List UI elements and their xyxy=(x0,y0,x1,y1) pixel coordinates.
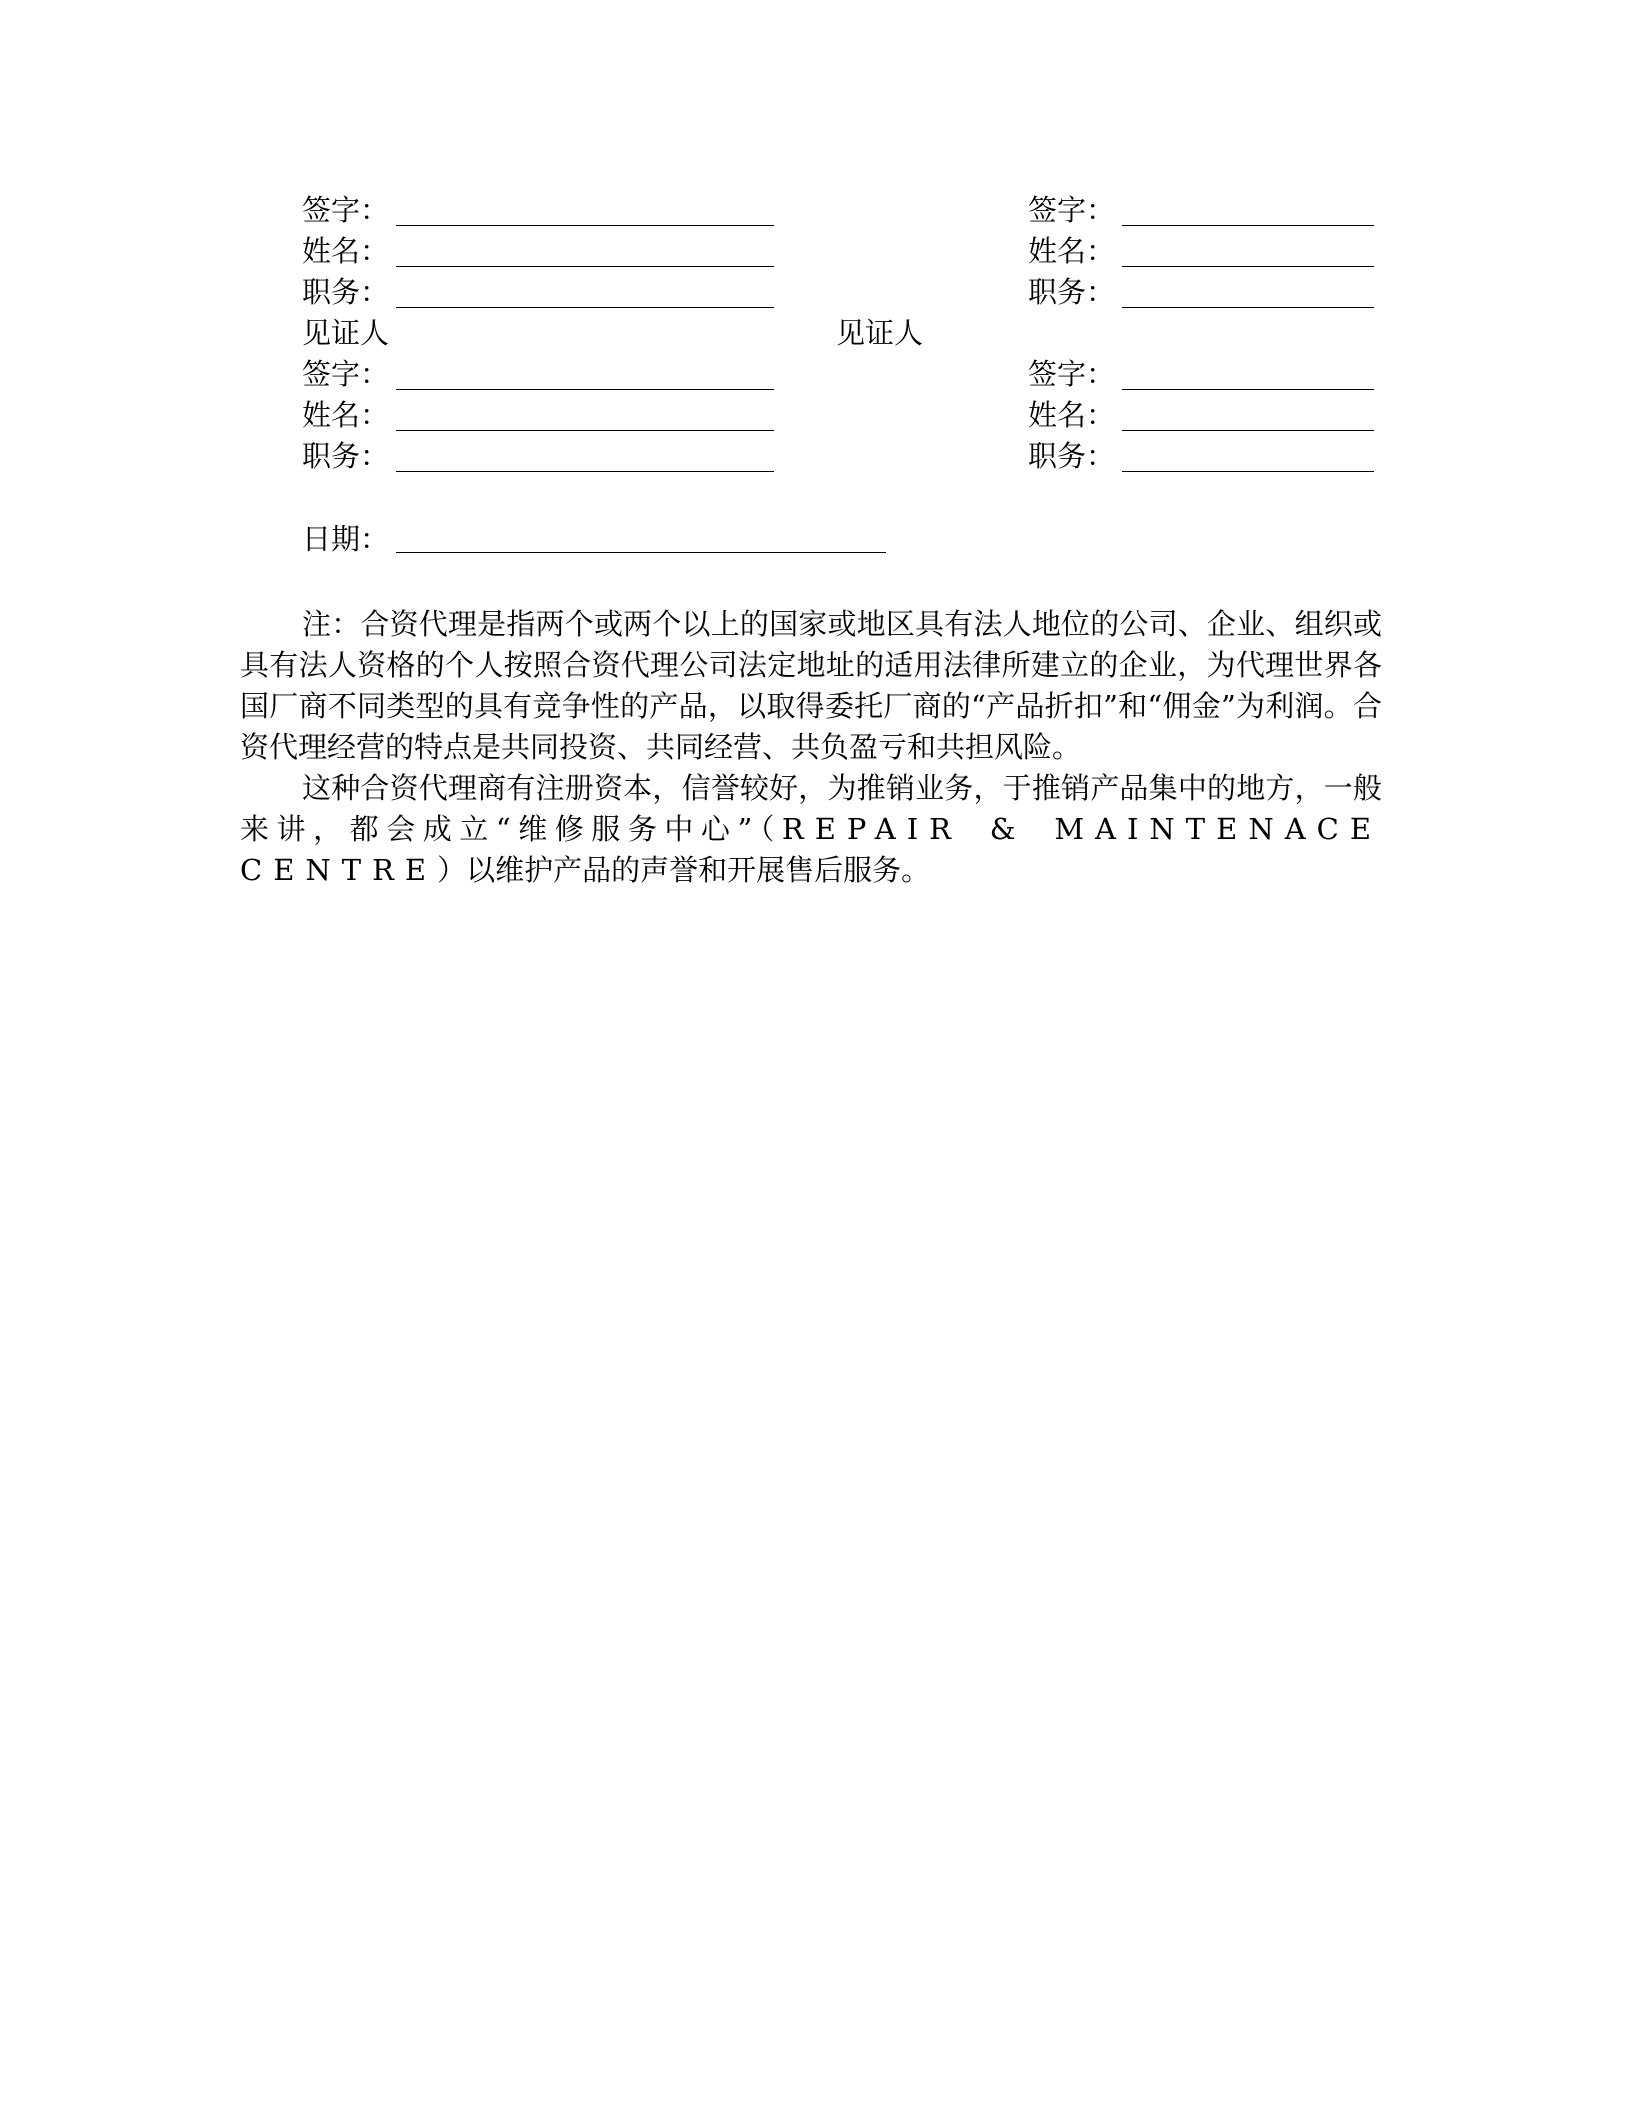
right-witness-title-row xyxy=(1028,436,1115,476)
right-sign-label: 签字： xyxy=(1028,193,1116,227)
right-title-row xyxy=(1028,272,1115,312)
witness-left-heading: 见证人 xyxy=(302,316,390,350)
left-name-line[interactable] xyxy=(396,266,774,267)
left-name-label: 姓名： xyxy=(302,234,390,268)
right-title-label: 职务： xyxy=(1028,275,1116,309)
left-witness-title-label: 职务： xyxy=(302,439,390,473)
left-witness-sign-label: 签字： xyxy=(302,357,390,391)
right-name-label: 姓名： xyxy=(1028,234,1116,268)
note-paragraph-2-english: REPAIR & MAINTENACE CENTRE xyxy=(240,812,1382,887)
note-section xyxy=(240,604,1382,891)
note-paragraph-2-start: 这种合资代理商有注册资本，信誉较好，为推销业务，于推销产品集中的地方，一般来讲，都会成立“维修服务中心”（ xyxy=(240,771,1382,846)
note-paragraph-2 xyxy=(240,768,1382,891)
right-witness-name-label: 姓名： xyxy=(1028,398,1116,432)
witness-right-heading: 见证人 xyxy=(836,316,924,350)
left-sign-label: 签字： xyxy=(302,193,390,227)
left-title-label: 职务： xyxy=(302,275,390,309)
right-witness-sign-line[interactable] xyxy=(1122,389,1374,390)
left-witness-title-row xyxy=(302,436,389,476)
date-label: 日期： xyxy=(302,522,390,556)
left-witness-name-label: 姓名： xyxy=(302,398,390,432)
right-name-line[interactable] xyxy=(1122,266,1374,267)
left-name-row xyxy=(302,231,389,271)
right-witness-name-line[interactable] xyxy=(1122,430,1374,431)
right-witness-title-line[interactable] xyxy=(1122,471,1374,472)
left-witness-title-line[interactable] xyxy=(396,471,774,472)
right-name-row xyxy=(1028,231,1115,271)
left-title-line[interactable] xyxy=(396,307,774,308)
right-sign-row xyxy=(1028,190,1115,230)
date-line[interactable] xyxy=(396,552,886,553)
right-title-line[interactable] xyxy=(1122,307,1374,308)
right-witness-sign-row xyxy=(1028,354,1115,394)
left-sign-line[interactable] xyxy=(396,225,774,226)
left-witness-sign-row xyxy=(302,354,389,394)
date-row xyxy=(302,519,389,559)
right-witness-name-row xyxy=(1028,395,1115,435)
left-title-row xyxy=(302,272,389,312)
left-witness-name-line[interactable] xyxy=(396,430,774,431)
right-witness-title-label: 职务： xyxy=(1028,439,1116,473)
note-paragraph-2-end: ）以维护产品的声誉和开展售后服务。 xyxy=(437,853,931,887)
right-sign-line[interactable] xyxy=(1122,225,1374,226)
left-sign-row xyxy=(302,190,389,230)
right-witness-sign-label: 签字： xyxy=(1028,357,1116,391)
left-witness-sign-line[interactable] xyxy=(396,389,774,390)
left-witness-name-row xyxy=(302,395,389,435)
note-paragraph-1: 注：合资代理是指两个或两个以上的国家或地区具有法人地位的公司、企业、组织或具有法人资格的个人按照合资代理公司法定地址的适用法律所建立的企业，为代理世界各国厂商不同类型的具有竞争性的产品，以取得委托厂商的“产品折扣”和“佣金”为利润。合资代理经营的特点是共同投资、共同经营、共负盈亏和共担风险。 xyxy=(240,607,1382,764)
